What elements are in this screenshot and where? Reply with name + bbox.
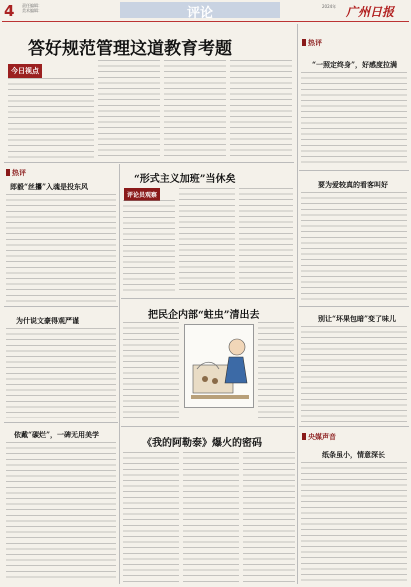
today-viewpoint-tag: 今日视点: [8, 64, 42, 78]
article-body: [183, 452, 239, 582]
divider: [4, 162, 294, 163]
article-body: [123, 322, 179, 420]
article-title: 《我的阿勒泰》爆火的密码: [142, 438, 262, 449]
page-headline: 答好规范管理这道教育考题: [28, 39, 232, 59]
article-title: 纸条虽小，情意深长: [322, 450, 385, 459]
designer-line: 美术编辑：: [22, 8, 42, 13]
article-body: [6, 442, 116, 582]
divider: [4, 306, 118, 307]
divider: [299, 426, 409, 427]
hot-review-right-tag: 热评: [302, 38, 322, 48]
divider: [121, 426, 295, 427]
paper-logo: 广州日报: [346, 5, 395, 19]
article-body: [179, 188, 235, 292]
article-title: “一照定终身”，好感度拉满: [312, 60, 398, 69]
voice-tag: 央媒声音: [302, 432, 336, 442]
article-body: [301, 462, 407, 582]
divider: [299, 306, 409, 307]
editor-meta: [22, 3, 42, 13]
article-title: “形式主义加班”当休矣: [134, 174, 236, 185]
article-body: [123, 200, 175, 292]
lead-column-4: [230, 60, 292, 158]
masthead-rule: [2, 21, 409, 22]
divider: [4, 422, 118, 423]
article-title: 为什说文豪得观严谨: [16, 316, 79, 325]
article-body: [301, 326, 407, 422]
article-title: 依戴“碳烂”，一碑无用美学: [14, 430, 100, 439]
article-body: [6, 194, 116, 302]
article-title: 郎毅“丝攥”入魂是投东风: [10, 182, 89, 191]
article-body: [239, 188, 293, 292]
cartoon-drawing: [185, 325, 254, 408]
commentary-tag: 评论员观察: [124, 188, 160, 201]
article-body: [243, 452, 295, 582]
section-title: 评论: [186, 6, 213, 21]
article-body: [123, 452, 179, 582]
article-title: 要为爱较真的看客叫好: [318, 180, 388, 189]
article-body: [301, 192, 407, 302]
cartoon-illustration: [184, 324, 254, 408]
article-body: [6, 328, 116, 418]
article-body: [301, 72, 407, 164]
column-divider-right: [297, 24, 298, 584]
column-divider-left: [119, 164, 120, 584]
divider: [121, 298, 295, 299]
article-title: 别让“坏果包暗”变了味儿: [318, 314, 397, 323]
divider: [299, 170, 409, 171]
masthead: [0, 0, 411, 22]
lead-column-2: [98, 60, 160, 158]
article-title: 把民企内部“蛀虫”清出去: [148, 310, 260, 321]
hot-review-left-tag: 热评: [6, 168, 26, 178]
editor-line: 责任编辑：: [22, 3, 42, 8]
lead-column-3: [164, 60, 226, 158]
section-banner: [120, 2, 280, 21]
page-number: 4: [4, 2, 15, 20]
lead-column-1: [8, 78, 94, 158]
issue-date: 2024年: [322, 4, 337, 9]
article-body: [258, 322, 294, 420]
